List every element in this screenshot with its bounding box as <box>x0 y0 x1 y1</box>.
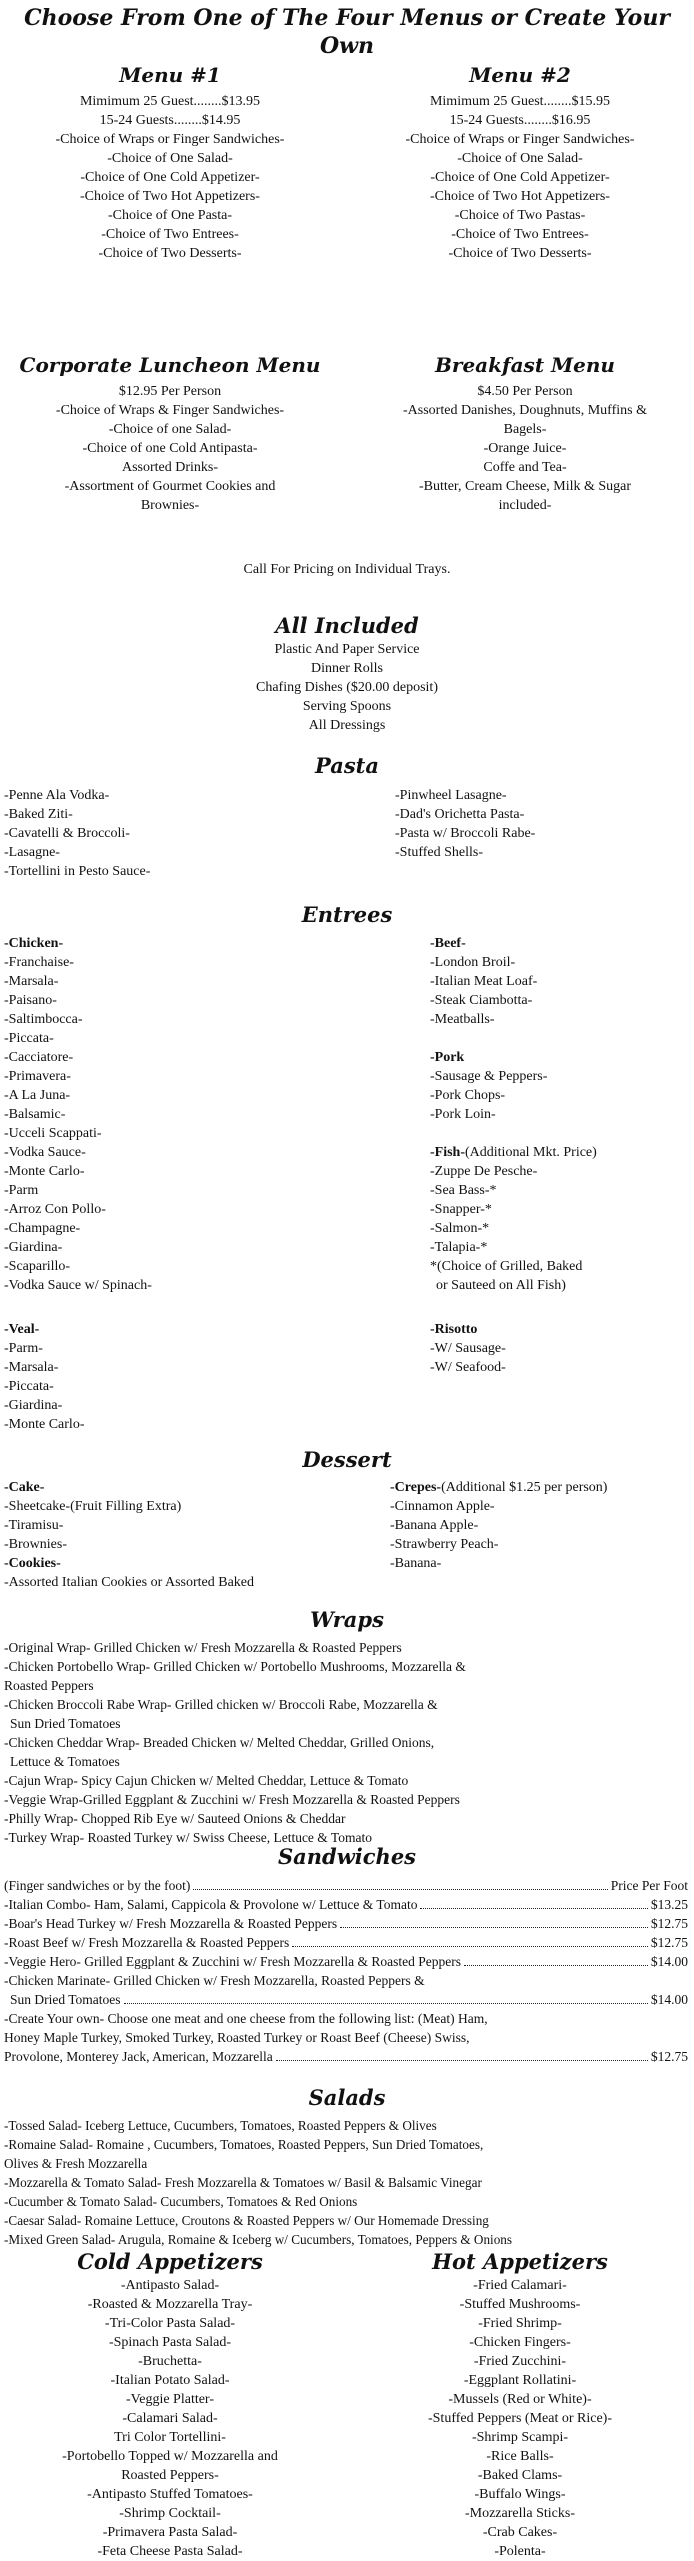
crepes-item: -Cinnamon Apple- <box>390 1499 495 1514</box>
hot-appetizer-item: -Fried Shrimp- <box>478 2316 562 2331</box>
menu-1-line: -Choice of One Pasta- <box>107 208 233 223</box>
hot-appetizer-item: -Polenta- <box>494 2544 546 2559</box>
fish-note: or Sauteed on All Fish) <box>436 1278 566 1293</box>
breakfast-line: -Assorted Danishes, Doughnuts, Muffins & <box>403 403 647 418</box>
wrap-item: Roasted Peppers <box>4 1678 94 1693</box>
chicken-item: -Vodka Sauce- <box>4 1145 86 1160</box>
pasta-item: -Pasta w/ Broccoli Rabe- <box>395 826 536 841</box>
beef-item: -Italian Meat Loaf- <box>430 974 538 989</box>
pasta-item: -Baked Ziti- <box>4 807 73 822</box>
sandwich-row <box>4 2047 688 2066</box>
sandwich-price: $12.75 <box>650 1916 688 1931</box>
breakfast-line: included- <box>498 498 552 513</box>
menu-2-line: -Choice of One Cold Appetizer- <box>430 170 610 185</box>
wrap-item: Sun Dried Tomatoes <box>10 1716 121 1731</box>
chicken-item: -Saltimbocca- <box>4 1012 83 1027</box>
chicken-item: -Giardina- <box>4 1240 63 1255</box>
hot-appetizer-item: -Eggplant Rollatini- <box>463 2373 577 2388</box>
wrap-item: -Chicken Cheddar Wrap- Breaded Chicken w/ Melted Cheddar, Grilled Onions, <box>4 1735 435 1750</box>
pasta-right-list <box>395 786 685 862</box>
cookies-heading: -Cookies- <box>4 1556 61 1571</box>
entrees-risotto-list <box>430 1320 690 1377</box>
cold-appetizer-item: -Veggie Platter- <box>126 2392 214 2407</box>
wrap-item: -Philly Wrap- Chopped Rib Eye w/ Sauteed Onions & Cheddar <box>4 1811 346 1826</box>
dessert-title: Dessert <box>302 1447 392 1472</box>
wraps-title: Wraps <box>310 1607 384 1632</box>
pork-item: -Pork Loin- <box>430 1107 496 1122</box>
menu-1-line: 15-24 Guests........$14.95 <box>99 113 241 128</box>
cake-item: -Sheetcake-(Fruit Filling Extra) <box>4 1499 182 1514</box>
sandwich-name: Provolone, Monterey Jack, American, Mozzarella <box>4 2049 273 2064</box>
corporate-line: -Choice of one Salad- <box>108 422 232 437</box>
fish-item: -Talapia-* <box>430 1240 488 1255</box>
chicken-item: -Ucceli Scappati- <box>4 1126 102 1141</box>
dessert-left-list <box>4 1478 384 1592</box>
salad-item: -Romaine Salad- Romaine , Cucumbers, Tomatoes, Roasted Peppers, Sun Dried Tomatoes, <box>4 2137 484 2152</box>
sandwiches-list <box>4 1876 688 2066</box>
chicken-item: -A La Juna- <box>4 1088 71 1103</box>
beef-item: -London Broil- <box>430 955 516 970</box>
wraps-list <box>4 1638 690 1847</box>
fish-item: -Snapper-* <box>430 1202 492 1217</box>
corporate-menu-section <box>10 352 330 515</box>
menu-2-line: -Choice of Two Pastas- <box>454 208 586 223</box>
sandwich-price: $14.00 <box>650 1992 688 2007</box>
salad-item: Olives & Fresh Mozzarella <box>4 2156 148 2171</box>
cake-heading: -Cake- <box>4 1480 45 1495</box>
salad-item: -Cucumber & Tomato Salad- Cucumbers, Tomatoes & Red Onions <box>4 2194 358 2209</box>
chicken-item: -Balsamic- <box>4 1107 66 1122</box>
pasta-item: -Penne Ala Vodka- <box>4 788 110 803</box>
chicken-item: -Champagne- <box>4 1221 81 1236</box>
all-included-section <box>0 612 694 735</box>
beef-heading: -Beef- <box>430 936 466 951</box>
dessert-right-list <box>390 1478 690 1573</box>
hot-appetizer-item: -Stuffed Mushrooms- <box>459 2297 581 2312</box>
breakfast-menu-section <box>365 352 685 515</box>
hot-appetizer-item: -Stuffed Peppers (Meat or Rice)- <box>427 2411 613 2426</box>
hot-appetizer-item: -Baked Clams- <box>477 2468 563 2483</box>
menu-2-line: -Choice of Two Desserts- <box>448 246 592 261</box>
menu-2-line: Mimimum 25 Guest........$15.95 <box>429 94 611 109</box>
page-title: Choose From One of The Four Menus or Create Your Own <box>24 5 670 59</box>
cold-appetizer-item: -Roasted & Mozzarella Tray- <box>87 2297 253 2312</box>
risotto-heading: -Risotto <box>430 1322 478 1337</box>
menu-1-line: -Choice of Two Desserts- <box>98 246 242 261</box>
veal-item: -Parm- <box>4 1341 43 1356</box>
all-included-title: All Included <box>275 613 419 638</box>
crepes-item: -Strawberry Peach- <box>390 1537 499 1552</box>
cold-appetizer-item: -Portobello Topped w/ Mozzarella and <box>62 2449 278 2464</box>
sandwich-name: -Roast Beef w/ Fresh Mozzarella & Roasted Peppers <box>4 1935 290 1950</box>
chicken-item: -Parm <box>4 1183 39 1198</box>
sandwich-name: -Chicken Marinate- Grilled Chicken w/ Fresh Mozzarella, Roasted Peppers & <box>4 1973 425 1988</box>
menu-2-line: -Choice of Two Entrees- <box>451 227 589 242</box>
menu-1-line: -Choice of Two Hot Appetizers- <box>80 189 260 204</box>
menu-1-line: -Choice of One Salad- <box>107 151 233 166</box>
pasta-item: -Dad's Orichetta Pasta- <box>395 807 525 822</box>
corporate-line: Assorted Drinks- <box>121 460 219 475</box>
menu-2-line: -Choice of Two Hot Appetizers- <box>430 189 610 204</box>
hot-appetizer-item: -Shrimp Scampi- <box>471 2430 569 2445</box>
cold-appetizer-item: -Italian Potato Salad- <box>110 2373 230 2388</box>
pork-item: -Sausage & Peppers- <box>430 1069 548 1084</box>
all-included-line: Dinner Rolls <box>311 661 383 676</box>
cake-item: -Brownies- <box>4 1537 67 1552</box>
breakfast-line: $4.50 Per Person <box>477 384 573 399</box>
corporate-menu-title: Corporate Luncheon Menu <box>19 353 321 377</box>
cold-appetizer-item: -Shrimp Cocktail- <box>119 2506 221 2521</box>
sandwich-row <box>4 1914 688 1933</box>
hot-appetizers-section <box>360 2248 680 2561</box>
sandwich-header-row <box>4 1876 688 1895</box>
hot-appetizer-item: -Mussels (Red or White)- <box>448 2392 592 2407</box>
sandwich-name: -Italian Combo- Ham, Salami, Cappicola & Provolone w/ Lettuce & Tomato <box>4 1897 418 1912</box>
pasta-item: -Pinwheel Lasagne- <box>395 788 507 803</box>
all-included-line: Plastic And Paper Service <box>274 642 420 657</box>
cold-appetizers-section <box>10 2248 330 2561</box>
veal-heading: -Veal- <box>4 1322 40 1337</box>
crepes-price-note: (Additional $1.25 per person) <box>441 1480 608 1495</box>
hot-appetizer-item: -Fried Calamari- <box>473 2278 567 2293</box>
fish-item: -Salmon-* <box>430 1221 490 1236</box>
wrap-item: -Turkey Wrap- Roasted Turkey w/ Swiss Cheese, Lettuce & Tomato <box>4 1830 372 1845</box>
entrees-right-list <box>430 934 690 1295</box>
menu-1-line: Mimimum 25 Guest........$13.95 <box>79 94 261 109</box>
pork-heading: -Pork <box>430 1050 465 1065</box>
cold-appetizer-item: Roasted Peppers- <box>121 2468 219 2483</box>
sandwich-row <box>4 1933 688 1952</box>
corporate-line: -Choice of one Cold Antipasta- <box>82 441 258 456</box>
sandwich-name: Sun Dried Tomatoes <box>10 1992 121 2007</box>
all-included-line: All Dressings <box>308 718 386 733</box>
cookies-item: -Assorted Italian Cookies or Assorted Baked <box>4 1575 255 1590</box>
cold-appetizer-item: -Antipasto Salad- <box>120 2278 220 2293</box>
cold-appetizers-title: Cold Appetizers <box>77 2249 263 2274</box>
salads-title: Salads <box>308 2085 386 2110</box>
hot-appetizer-item: -Crab Cakes- <box>482 2525 558 2540</box>
crepes-heading: -Crepes- <box>390 1480 442 1495</box>
wrap-item: Lettuce & Tomatoes <box>10 1754 120 1769</box>
sandwiches-title: Sandwiches <box>277 1844 417 1869</box>
pasta-item: -Stuffed Shells- <box>395 845 484 860</box>
veal-item: -Piccata- <box>4 1379 54 1394</box>
wrap-item: -Chicken Portobello Wrap- Grilled Chicken w/ Portobello Mushrooms, Mozzarella & <box>4 1659 466 1674</box>
crepes-item: -Banana- <box>390 1556 442 1571</box>
breakfast-line: Bagels- <box>503 422 547 437</box>
crepes-item: -Banana Apple- <box>390 1518 479 1533</box>
corporate-line: -Choice of Wraps & Finger Sandwiches- <box>55 403 285 418</box>
chicken-item: -Arroz Con Pollo- <box>4 1202 106 1217</box>
beef-item: -Steak Ciambotta- <box>430 993 533 1008</box>
menu-1-line: -Choice of One Cold Appetizer- <box>80 170 260 185</box>
beef-item: -Meatballs- <box>430 1012 495 1027</box>
sandwich-row <box>4 1990 688 2009</box>
pasta-title: Pasta <box>315 753 379 778</box>
pasta-left-list <box>4 786 334 881</box>
cold-appetizer-item: -Antipasto Stuffed Tomatoes- <box>87 2487 253 2502</box>
sandwich-header-left: (Finger sandwiches or by the foot) <box>4 1878 191 1893</box>
hot-appetizer-item: -Mozzarella Sticks- <box>464 2506 575 2521</box>
breakfast-line: -Orange Juice- <box>483 441 567 456</box>
breakfast-menu-title: Breakfast Menu <box>435 353 615 377</box>
salad-item: -Mixed Green Salad- Arugula, Romaine & Iceberg w/ Cucumbers, Tomatoes, Peppers & Onions <box>4 2232 513 2247</box>
sandwich-price: $14.00 <box>650 1954 688 1969</box>
menu-1-section <box>20 62 320 263</box>
breakfast-line: Coffe and Tea- <box>483 460 567 475</box>
call-for-pricing-note <box>0 560 694 579</box>
breakfast-line: -Butter, Cream Cheese, Milk & Sugar <box>418 479 632 494</box>
salad-item: -Mozzarella & Tomato Salad- Fresh Mozzarella & Tomatoes w/ Basil & Balsamic Vinegar <box>4 2175 482 2190</box>
pasta-item: -Tortellini in Pesto Sauce- <box>4 864 151 879</box>
fish-item: -Zuppe De Pesche- <box>430 1164 538 1179</box>
cold-appetizer-item: -Primavera Pasta Salad- <box>102 2525 238 2540</box>
sandwich-price: $13.25 <box>650 1897 688 1912</box>
corporate-line: Brownies- <box>140 498 200 513</box>
salad-item: -Caesar Salad- Romaine Lettuce, Croutons & Roasted Peppers w/ Our Homemade Dressing <box>4 2213 489 2228</box>
menu-1-line: -Choice of Wraps or Finger Sandwiches- <box>55 132 285 147</box>
hot-appetizer-item: -Chicken Fingers- <box>469 2335 571 2350</box>
chicken-item: -Paisano- <box>4 993 57 1008</box>
chicken-item: -Franchaise- <box>4 955 74 970</box>
sandwich-name: -Create Your own- Choose one meat and one cheese from the following list: (Meat) Ham, <box>4 2011 488 2026</box>
wrap-item: -Veggie Wrap-Grilled Eggplant & Zucchini w/ Fresh Mozzarella & Roasted Peppers <box>4 1792 460 1807</box>
all-included-line: Chafing Dishes ($20.00 deposit) <box>256 680 438 695</box>
corporate-line: -Assortment of Gourmet Cookies and <box>64 479 276 494</box>
entrees-chicken-list <box>4 934 334 1295</box>
sandwich-row <box>4 1895 688 1914</box>
sandwich-price: $12.75 <box>650 2049 688 2064</box>
call-for-pricing-text: Call For Pricing on Individual Trays. <box>243 562 451 577</box>
cold-appetizer-item: Tri Color Tortellini- <box>114 2430 226 2445</box>
menu-2-line: -Choice of One Salad- <box>457 151 583 166</box>
all-included-line: Serving Spoons <box>302 699 392 714</box>
corporate-line: $12.95 Per Person <box>118 384 222 399</box>
pasta-item: -Lasagne- <box>4 845 60 860</box>
hot-appetizer-item: -Buffalo Wings- <box>474 2487 566 2502</box>
veal-item: -Giardina- <box>4 1398 63 1413</box>
chicken-item: -Scaparillo- <box>4 1259 71 1274</box>
veal-item: -Marsala- <box>4 1360 59 1375</box>
cold-appetizer-item: -Spinach Pasta Salad- <box>108 2335 232 2350</box>
risotto-item: -W/ Sausage- <box>430 1341 506 1356</box>
chicken-item: -Monte Carlo- <box>4 1164 85 1179</box>
cold-appetizer-item: -Calamari Salad- <box>122 2411 218 2426</box>
cake-item: -Tiramisu- <box>4 1518 64 1533</box>
menu-1-title: Menu #1 <box>119 63 221 87</box>
fish-note: *(Choice of Grilled, Baked <box>430 1259 583 1274</box>
veal-item: -Monte Carlo- <box>4 1417 85 1432</box>
pork-item: -Pork Chops- <box>430 1088 506 1103</box>
fish-price-note: (Additional Mkt. Price) <box>465 1145 597 1160</box>
cold-appetizer-item: -Feta Cheese Pasta Salad- <box>97 2544 243 2559</box>
menu-2-line: 15-24 Guests........$16.95 <box>449 113 591 128</box>
hot-appetizer-item: -Fried Zucchini- <box>473 2354 567 2369</box>
salads-list <box>4 2116 692 2249</box>
chicken-item: -Vodka Sauce w/ Spinach- <box>4 1278 152 1293</box>
chicken-item: -Piccata- <box>4 1031 54 1046</box>
fish-heading: -Fish- <box>430 1145 465 1160</box>
sandwich-row <box>4 1952 688 1971</box>
hot-appetizers-title: Hot Appetizers <box>432 2249 608 2274</box>
chicken-item: -Marsala- <box>4 974 59 989</box>
sandwich-price: $12.75 <box>650 1935 688 1950</box>
sandwich-name: -Veggie Hero- Grilled Eggplant & Zucchini w/ Fresh Mozzarella & Roasted Peppers <box>4 1954 461 1969</box>
wrap-item: -Original Wrap- Grilled Chicken w/ Fresh Mozzarella & Roasted Peppers <box>4 1640 402 1655</box>
menu-2-section <box>360 62 680 263</box>
menu-2-line: -Choice of Wraps or Finger Sandwiches- <box>405 132 635 147</box>
chicken-item: -Cacciatore- <box>4 1050 74 1065</box>
sandwich-name: -Boar's Head Turkey w/ Fresh Mozzarella & Roasted Peppers <box>4 1916 338 1931</box>
menu-1-line: -Choice of Two Entrees- <box>101 227 239 242</box>
hot-appetizer-item: -Rice Balls- <box>486 2449 554 2464</box>
wrap-item: -Cajun Wrap- Spicy Cajun Chicken w/ Melted Cheddar, Lettuce & Tomato <box>4 1773 409 1788</box>
cold-appetizer-item: -Tri-Color Pasta Salad- <box>104 2316 236 2331</box>
sandwich-name: Honey Maple Turkey, Smoked Turkey, Roasted Turkey or Roast Beef (Cheese) Swiss, <box>4 2030 470 2045</box>
sandwich-header-right: Price Per Foot <box>610 1878 688 1893</box>
entrees-veal-list <box>4 1320 334 1434</box>
entrees-title: Entrees <box>301 902 393 927</box>
salad-item: -Tossed Salad- Iceberg Lettuce, Cucumbers, Tomatoes, Roasted Peppers & Olives <box>4 2118 437 2133</box>
wrap-item: -Chicken Broccoli Rabe Wrap- Grilled chicken w/ Broccoli Rabe, Mozzarella & <box>4 1697 438 1712</box>
menu-2-title: Menu #2 <box>469 63 571 87</box>
pasta-item: -Cavatelli & Broccoli- <box>4 826 130 841</box>
fish-item: -Sea Bass-* <box>430 1183 497 1198</box>
chicken-item: -Primavera- <box>4 1069 71 1084</box>
chicken-heading: -Chicken- <box>4 936 64 951</box>
risotto-item: -W/ Seafood- <box>430 1360 506 1375</box>
cold-appetizer-item: -Bruchetta- <box>138 2354 202 2369</box>
